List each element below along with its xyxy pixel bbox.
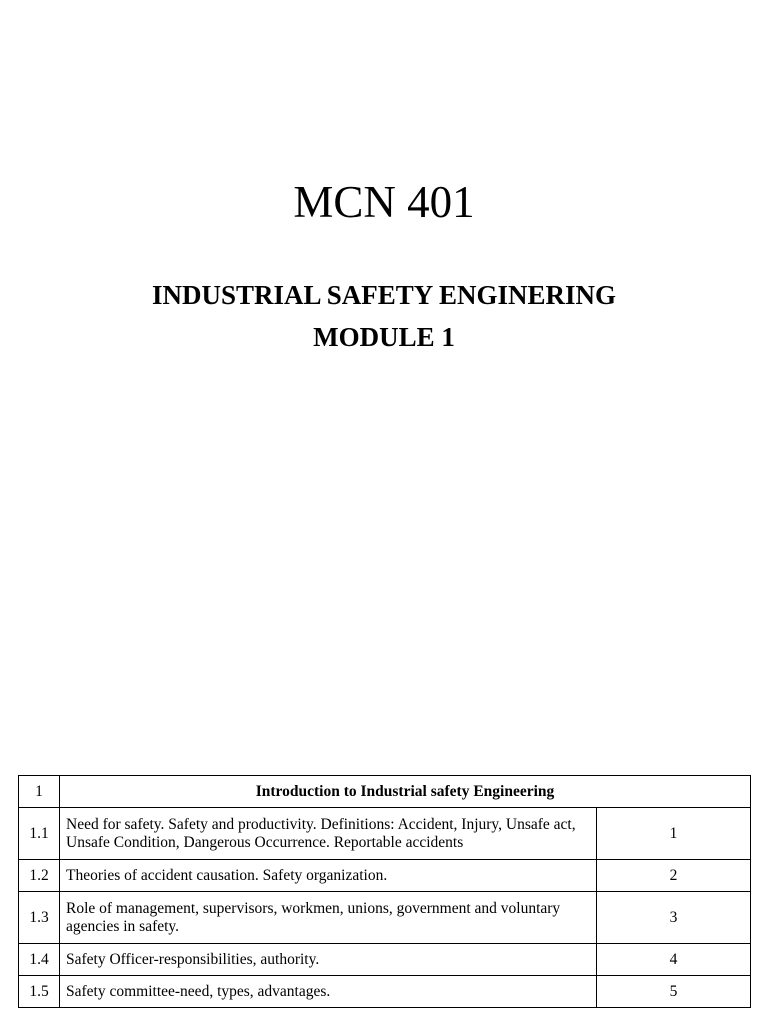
table-row — [19, 976, 751, 1008]
topic-description: Theories of accident causation. Safety organization. — [60, 860, 597, 892]
course-title: INDUSTRIAL SAFETY ENGINERING — [151, 280, 617, 310]
topic-number: 1.3 — [19, 892, 60, 944]
module-number: 1 — [19, 776, 60, 808]
topic-description: Safety committee-need, types, advantages. — [60, 976, 597, 1008]
module-title: Introduction to Industrial safety Engineering — [60, 776, 751, 808]
course-code: MCN 401 — [293, 177, 475, 227]
topic-hours: 2 — [597, 860, 751, 892]
table-row — [19, 808, 751, 860]
topic-number: 1.4 — [19, 944, 60, 976]
topic-description: Role of management, supervisors, workmen, unions, government and voluntary agencies in safety. — [60, 892, 597, 944]
module-heading: MODULE 1 — [313, 322, 455, 352]
topic-number: 1.5 — [19, 976, 60, 1008]
topic-hours: 1 — [597, 808, 751, 860]
syllabus-table — [18, 775, 751, 1008]
topic-description: Safety Officer-responsibilities, authority. — [60, 944, 597, 976]
topic-hours: 4 — [597, 944, 751, 976]
topic-description: Need for safety. Safety and productivity. Definitions: Accident, Injury, Unsafe act, Unsafe Condition, Dangerous Occurrence. Reportable accidents — [60, 808, 597, 860]
table-row — [19, 892, 751, 944]
topic-hours: 3 — [597, 892, 751, 944]
table-row — [19, 860, 751, 892]
topic-number: 1.2 — [19, 860, 60, 892]
topic-number: 1.1 — [19, 808, 60, 860]
table-row — [19, 944, 751, 976]
table-header-row — [19, 776, 751, 808]
topic-hours: 5 — [597, 976, 751, 1008]
